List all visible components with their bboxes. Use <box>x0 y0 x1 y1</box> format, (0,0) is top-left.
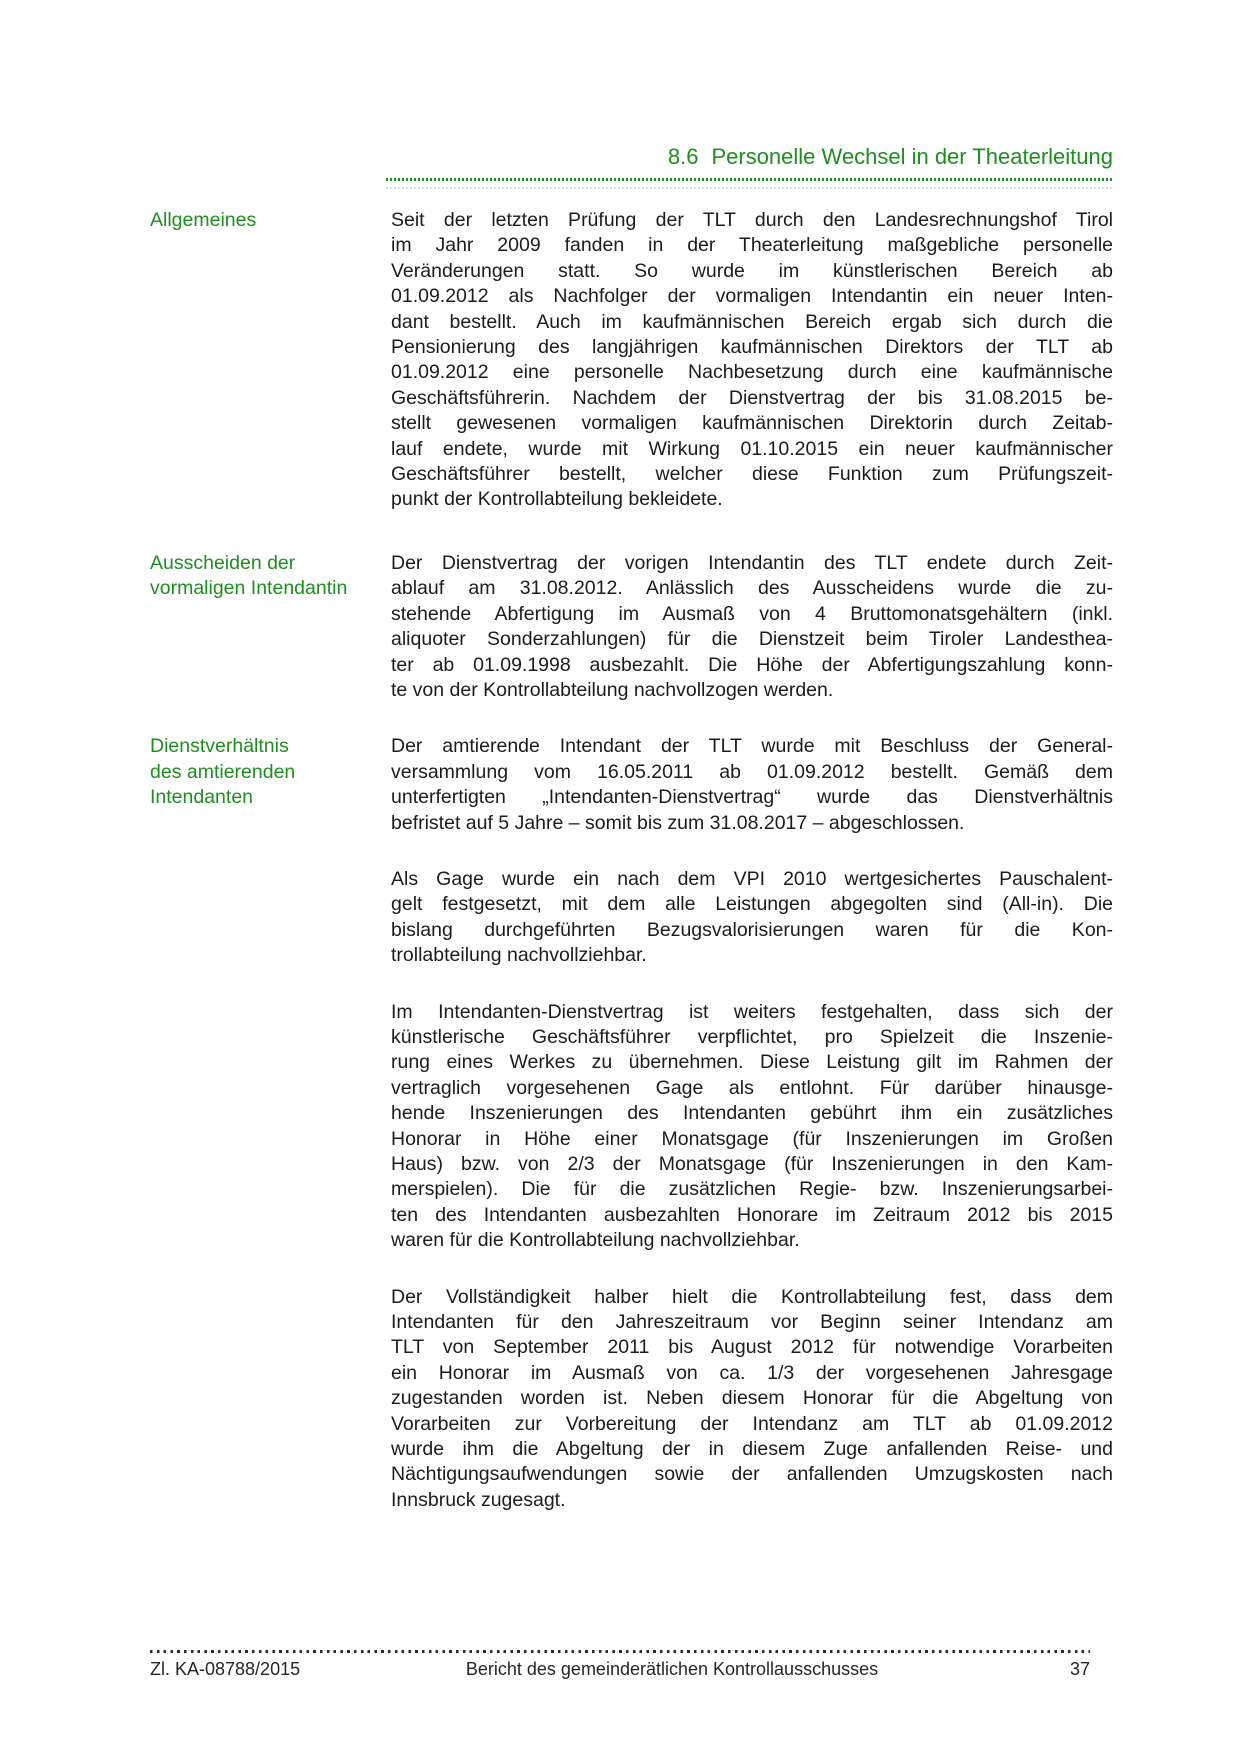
paragraph <box>391 1285 1113 1514</box>
section-dienstverhaeltnis-intendant <box>150 734 1113 1544</box>
paragraph <box>391 208 1113 513</box>
section-ausscheiden-intendantin <box>150 551 1113 734</box>
section-paragraphs <box>391 208 1113 544</box>
section-paragraphs <box>391 551 1113 734</box>
heading-dotted-rule <box>386 178 1113 181</box>
text-line: ter ab 01.09.1998 ausbezahlt. Die Höhe der Abfertigungszahlung konn- <box>391 653 1113 676</box>
text-line: Intendanten <box>150 786 254 809</box>
text-line: gelt festgesetzt, mit dem alle Leistungen abgegolten sind (All-in). Die <box>391 893 1113 916</box>
text-line: befristet auf 5 Jahre – somit bis zum 31.08.2017 – abgeschlossen. <box>391 811 965 834</box>
heading-dotted-rule-shadow <box>386 187 1113 189</box>
text-line: hende Inszenierungen des Intendanten gebührt ihm ein zusätzliches <box>391 1102 1113 1125</box>
text-line: Innsbruck zugesagt. <box>391 1488 566 1511</box>
text-line: Dienstverhältnis <box>150 735 289 758</box>
paragraph <box>391 1000 1113 1254</box>
section-number: 8.6 <box>667 144 699 169</box>
text-line: Pensionierung des langjährigen kaufmännischen Direktors der TLT ab <box>391 336 1113 359</box>
margin-label <box>150 734 391 810</box>
margin-label <box>150 551 391 602</box>
page-number: 37 <box>1069 1659 1090 1679</box>
text-line: vertraglich vorgesehenen Gage als entlohnt. Für darüber hinausge- <box>391 1076 1113 1099</box>
section-allgemeines <box>150 208 1113 544</box>
text-line: stellt gewesenen vormaligen kaufmännischen Direktorin durch Zeitab- <box>391 412 1113 435</box>
text-line: 01.09.2012 als Nachfolger der vormaligen Intendantin ein neuer Inten- <box>391 285 1113 308</box>
text-line: künstlerische Geschäftsführer verpflichtet, pro Spielzeit die Inszenie- <box>391 1025 1113 1048</box>
text-line: aliquoter Sonderzahlungen) für die Dienstzeit beim Tiroler Landesthea- <box>391 628 1113 651</box>
text-line: Geschäftsführer bestellt, welcher diese Funktion zum Prüfungszeit- <box>391 463 1113 486</box>
text-line: lauf endete, wurde mit Wirkung 01.10.2015 ein neuer kaufmännischer <box>391 437 1113 460</box>
margin-label <box>150 208 391 233</box>
text-line: unterfertigten „Intendanten-Dienstvertrag“ wurde das Dienstverhältnis <box>391 786 1113 809</box>
text-line: stehende Abfertigung im Ausmaß von 4 Bruttomonatsgehältern (inkl. <box>391 602 1113 625</box>
text-line: Der Dienstvertrag der vorigen Intendantin des TLT endete durch Zeit- <box>391 551 1113 574</box>
text-line: zugestanden worden ist. Neben diesem Honorar für die Abgeltung von <box>391 1387 1113 1410</box>
text-line: versammlung vom 16.05.2011 ab 01.09.2012 bestellt. Gemäß dem <box>391 760 1113 783</box>
text-line: waren für die Kontrollabteilung nachvollziehbar. <box>391 1229 800 1252</box>
text-line: Seit der letzten Prüfung der TLT durch den Landesrechnungshof Tirol <box>391 209 1113 231</box>
paragraph <box>391 867 1113 969</box>
text-line: merspielen). Die für die zusätzlichen Regie- bzw. Inszenierungsarbei- <box>391 1178 1113 1201</box>
text-line: Honorar in Höhe einer Monatsgage (für Inszenierungen im Großen <box>391 1127 1113 1150</box>
section-title-text: Personelle Wechsel in der Theaterleitung <box>711 144 1113 169</box>
text-line: dant bestellt. Auch im kaufmännischen Bereich ergab sich durch die <box>391 310 1113 333</box>
paragraph <box>391 551 1113 703</box>
document-body <box>150 208 1113 1544</box>
text-line: Geschäftsführerin. Nachdem der Dienstvertrag der bis 31.08.2015 be- <box>391 386 1113 409</box>
text-line: vormaligen Intendantin <box>150 577 348 600</box>
text-line: rung eines Werkes zu übernehmen. Diese Leistung gilt im Rahmen der <box>391 1051 1113 1074</box>
text-line: bislang durchgeführten Bezugsvalorisierungen waren für die Kon- <box>391 918 1113 941</box>
text-line: Ausscheiden der <box>150 551 296 574</box>
text-line: punkt der Kontrollabteilung bekleidete. <box>391 488 723 511</box>
section-heading <box>391 144 1113 170</box>
footer-report-title: Bericht des gemeinderätlichen Kontrollausschusses <box>465 1659 879 1679</box>
text-line: te von der Kontrollabteilung nachvollzogen werden. <box>391 678 834 701</box>
text-line: Haus) bzw. von 2/3 der Monatsgage (für Inszenierungen in den Kam- <box>391 1153 1113 1175</box>
text-line: ten des Intendanten ausbezahlten Honorare im Zeitraum 2012 bis 2015 <box>391 1203 1113 1226</box>
text-line: im Jahr 2009 fanden in der Theaterleitung maßgebliche personelle <box>391 234 1113 257</box>
text-line: Der Vollständigkeit halber hielt die Kontrollabteilung fest, dass dem <box>391 1285 1113 1308</box>
text-line: ablauf am 31.08.2012. Anlässlich des Ausscheidens wurde die zu- <box>391 577 1113 600</box>
footer-reference-number: Zl. KA-08788/2015 <box>150 1659 301 1679</box>
text-line: Der amtierende Intendant der TLT wurde mit Beschluss der General- <box>391 735 1113 758</box>
text-line: Als Gage wurde ein nach dem VPI 2010 wertgesichertes Pauschalent- <box>391 867 1113 890</box>
text-line: Veränderungen statt. So wurde im künstlerischen Bereich ab <box>391 259 1113 282</box>
footer-dotted-rule <box>150 1650 1090 1653</box>
text-line: Im Intendanten-Dienstvertrag ist weiters festgehalten, dass sich der <box>391 1000 1113 1023</box>
text-line: des amtierenden <box>150 760 296 783</box>
text-line: trollabteilung nachvollziehbar. <box>391 944 647 967</box>
text-line: 01.09.2012 eine personelle Nachbesetzung durch eine kaufmännische <box>391 361 1113 384</box>
text-line: Allgemeines <box>150 209 257 231</box>
page-footer <box>150 1656 1090 1682</box>
section-paragraphs <box>391 734 1113 1544</box>
text-line: ein Honorar im Ausmaß von ca. 1/3 der vorgesehenen Jahresgage <box>391 1361 1113 1384</box>
text-line: Nächtigungsaufwendungen sowie der anfallenden Umzugskosten nach <box>391 1463 1113 1486</box>
text-line: wurde ihm die Abgeltung der in diesem Zuge anfallenden Reise- und <box>391 1438 1113 1461</box>
text-line: Vorarbeiten zur Vorbereitung der Intendanz am TLT ab 01.09.2012 <box>391 1412 1113 1435</box>
text-line: Intendanten für den Jahreszeitraum vor Beginn seiner Intendanz am <box>391 1311 1113 1334</box>
text-line: TLT von September 2011 bis August 2012 für notwendige Vorarbeiten <box>391 1336 1113 1359</box>
paragraph <box>391 734 1113 836</box>
